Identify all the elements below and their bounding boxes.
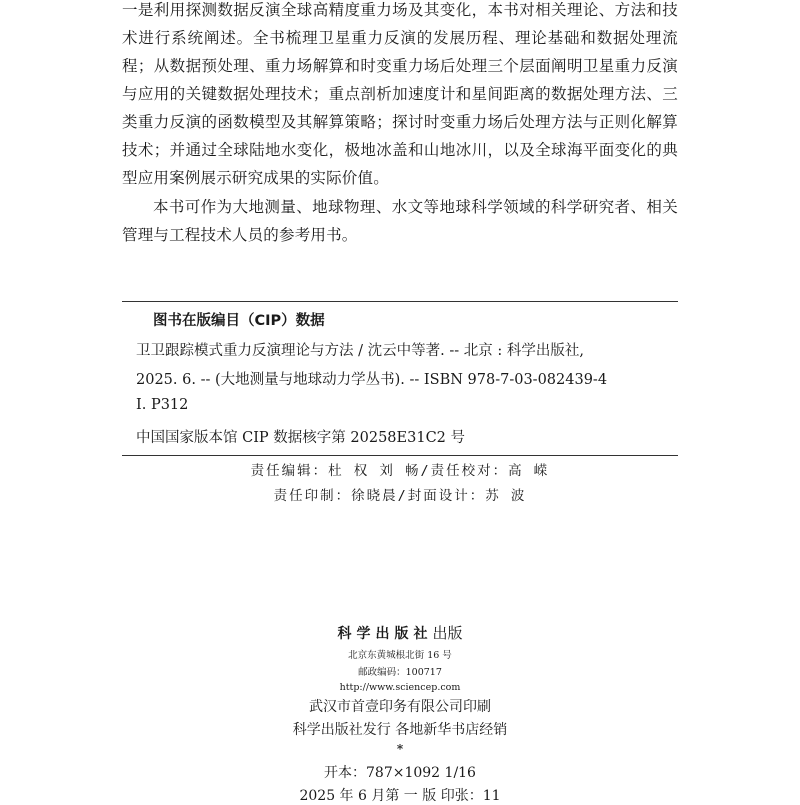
publisher-postcode: 邮政编码：100717 (358, 667, 442, 678)
publisher-address: 北京东黄城根北街 16 号 (348, 650, 452, 661)
format-line: 开本：787×1092 1/16 (324, 765, 476, 781)
cip-line-1: 卫卫跟踪模式重力反演理论与方法 / 沈云中等著. -- 北京 : 科学出版社, (136, 343, 584, 359)
abstract-paragraph-2: 本书可作为大地测量、地球物理、水文等地球科学领域的科学研究者、相关管理与工程技术人员的参考用书。 (122, 198, 678, 244)
publisher-imprint (0, 622, 800, 643)
cip-line-3: I. P312 (136, 397, 189, 413)
edition-line: 2025 年 6 月第 一 版 印张：11 (299, 788, 501, 804)
editor-credits-line-1: 责任编辑：杜 权 刘 畅/责任校对：高 嵘 (250, 463, 550, 479)
book-abstract (122, 0, 678, 249)
separator-star: * (396, 742, 404, 756)
editor-credits-line-2: 责任印制：徐晓晨/封面设计：苏 波 (273, 488, 527, 504)
cip-bottom-rule (122, 455, 678, 456)
printer-line: 武汉市首壹印务有限公司印刷 (309, 699, 491, 715)
cip-line-2: 2025. 6. -- (大地测量与地球动力学丛书). -- ISBN 978-7-03-082439-4 (136, 372, 608, 388)
publisher-suffix: 出版 (432, 624, 463, 642)
cip-top-rule (122, 301, 678, 302)
publisher-logo-name: 科学出版社 (337, 626, 433, 642)
distribution-line: 科学出版社发行 各地新华书店经销 (292, 722, 508, 738)
cip-line-4: 中国国家版本馆 CIP 数据核字第 20258E31C2 号 (136, 430, 465, 446)
publisher-url: http://www.sciencep.com (339, 682, 461, 693)
abstract-paragraph-1: 一是利用探测数据反演全球高精度重力场及其变化，本书对相关理论、方法和技术进行系统阐述。全书梳理卫星重力反演的发展历程、理论基础和数据处理流程；从数据预处理、重力场解算和时变重力场后处理三个层面阐明卫星重力反演与应用的关键数据处理技术；重点剖析加速度计和星间距离的数据处理方法、三类重力反演的函数模型及其解算策略；探讨时变重力场后处理方法与正则化解算技术；并通过全球陆地水变化，极地冰盖和山地冰川，以及全球海平面变化的典型应用案例展示研究成果的实际价值。 (122, 1, 678, 187)
cip-title: 图书在版编目（CIP）数据 (153, 313, 325, 329)
